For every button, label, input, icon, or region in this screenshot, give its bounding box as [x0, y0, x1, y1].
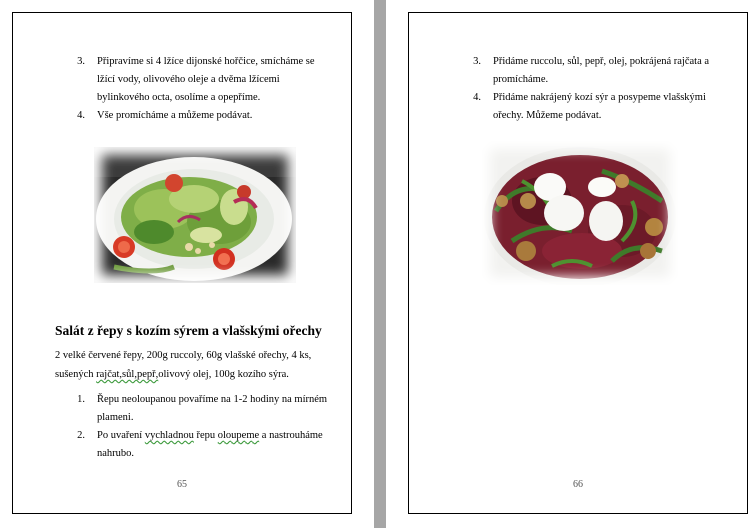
- spellcheck-flag: rajčat,sůl,pepř,: [96, 369, 159, 380]
- list-item: [467, 89, 737, 125]
- salad-photo: [94, 147, 296, 283]
- list-number: 4.: [77, 110, 85, 121]
- page-number: 65: [177, 479, 187, 490]
- list-text: Přidáme ruccolu, sůl, pepř, olej, pokrájená rajčata a: [493, 56, 710, 67]
- list-text: bylinkového octa, osolíme a opepříme.: [97, 92, 261, 103]
- page-65: [12, 12, 352, 514]
- list-item: [71, 427, 341, 463]
- list-text: Připravíme si 4 lžíce dijonské hořčice, smícháme se: [97, 56, 315, 67]
- steps-list-bottom: [71, 391, 341, 463]
- spellcheck-flag: oloupeme: [217, 430, 260, 441]
- list-text: Přidáme nakrájený kozí sýr a posypeme vlašskými: [493, 92, 706, 103]
- list-text: Po uvaření vychladnou řepu oloupeme a nastrouháme: [97, 430, 323, 441]
- list-text: Řepu neoloupanou povaříme na 1-2 hodiny na mírném: [97, 394, 328, 405]
- steps-list: [467, 53, 737, 125]
- list-item: [467, 53, 737, 89]
- list-number: 2.: [77, 430, 85, 441]
- list-number: 3.: [473, 56, 481, 67]
- list-text: plameni.: [97, 412, 134, 423]
- page-66: [408, 12, 748, 514]
- section-heading: Salát z řepy s kozím sýrem a vlašskými ořechy: [55, 323, 322, 338]
- list-number: 4.: [473, 92, 481, 103]
- list-item: [71, 107, 331, 125]
- ingredients-paragraph: [55, 346, 345, 384]
- list-number: 3.: [77, 56, 85, 67]
- ingredients-line: 2 velké červené řepy, 200g ruccoly, 60g vlašské ořechy, 4 ks,: [55, 350, 312, 361]
- spellcheck-flag: vychladnou: [144, 430, 194, 441]
- list-text: nahrubo.: [97, 448, 135, 459]
- list-number: 1.: [77, 394, 85, 405]
- list-text: Vše promícháme a můžeme podávat.: [97, 110, 253, 121]
- page-number: 66: [573, 479, 583, 490]
- list-text: ořechy. Můžeme podávat.: [493, 110, 602, 121]
- list-item: [71, 53, 331, 107]
- list-item: [71, 391, 341, 427]
- ingredients-line: sušených rajčat,sůl,pepř,olivový olej, 100g kozího sýra.: [55, 369, 289, 380]
- page-gutter: [374, 0, 386, 528]
- beet-salad-photo: [482, 141, 678, 285]
- list-text: promícháme.: [493, 74, 549, 85]
- steps-list-top: [71, 53, 331, 125]
- list-text: lžící vody, olivového oleje a dvěma lžícemi: [97, 74, 280, 85]
